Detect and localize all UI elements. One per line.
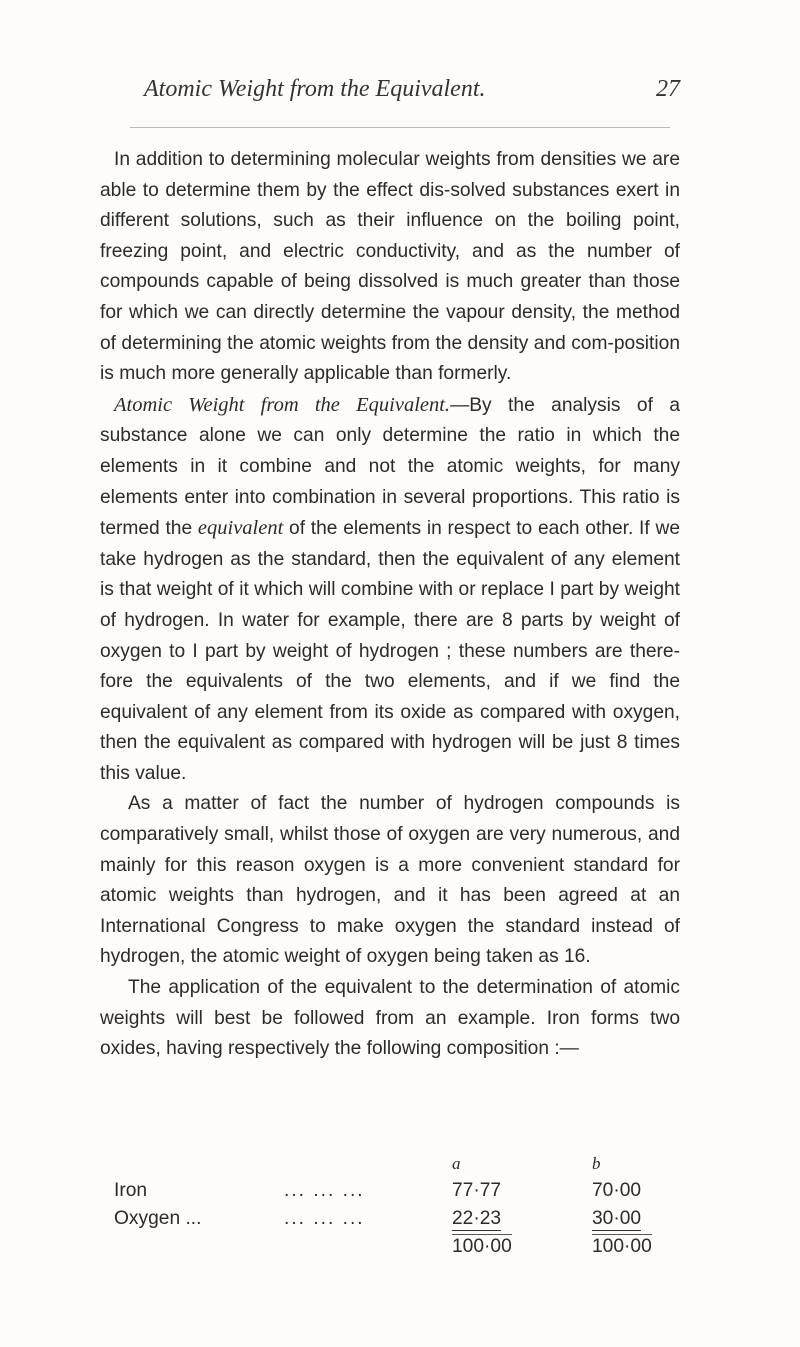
composition-table bbox=[100, 1146, 692, 1258]
table-row bbox=[100, 1202, 692, 1230]
value-a: 22·23 bbox=[452, 1208, 502, 1229]
body-text bbox=[100, 145, 680, 1065]
column-b-header: b bbox=[592, 1154, 601, 1173]
row-label: Iron bbox=[114, 1180, 148, 1201]
column-a-header: a bbox=[452, 1154, 461, 1173]
header-rule bbox=[130, 127, 670, 128]
paragraph-4: The application of the equivalent to the determination of atomic weights will best be followed from an example. Iron forms two oxides, having respectively the following composition :— bbox=[100, 977, 680, 1060]
paragraph-2-text-a: —By the analysis of a substance alone we can only determine the ratio in which the elements in it combine and not the atomic weights, for many elements enter into combination in several proportions. This ratio is termed the bbox=[100, 394, 680, 540]
running-title: Atomic Weight from the Equivalent. bbox=[144, 76, 486, 102]
row-label: Oxygen ... bbox=[114, 1208, 202, 1229]
total-row bbox=[100, 1230, 692, 1258]
value-b: 30·00 bbox=[592, 1208, 642, 1229]
running-header bbox=[130, 76, 680, 106]
column-header-row bbox=[100, 1146, 692, 1174]
paragraph-2 bbox=[100, 390, 680, 790]
leader-dots: ... ... ... bbox=[284, 1208, 365, 1229]
leader-dots: ... ... ... bbox=[284, 1180, 365, 1201]
value-b: 70·00 bbox=[592, 1180, 642, 1201]
total-b: 100·00 bbox=[592, 1236, 652, 1257]
total-a: 100·00 bbox=[452, 1236, 512, 1257]
term-equivalent: equivalent bbox=[197, 517, 284, 540]
paragraph-2-text-b: of the elements in respect to each other. If we take hydrogen as the standard, then the equivalent of any element is that weight of it which will combine with or replace I part by weight of hydrogen. In water for example, there are 8 parts by weight of oxygen to I part by weight of hydrogen ; these numbers are there-fore the equivalents of the two elements, and if we find the equivalent of any element from its oxide as compared with oxygen, then the equivalent as compared with hydrogen will be just 8 times this value. bbox=[100, 518, 681, 784]
table-row bbox=[100, 1174, 692, 1202]
value-a: 77·77 bbox=[452, 1180, 502, 1201]
paragraph-1: In addition to determining molecular weights from densities we are able to determine them by the effect dis-solved substances exert in different solutions, such as their influence on the boiling point, freezing point, and electric conductivity, and as the number of compounds capable of being dissolved is much greater than those for which we can directly determine the vapour density, the method of determining the atomic weights from the density and com-position is much more generally applicable than formerly. bbox=[100, 149, 680, 385]
paragraph-3: As a matter of fact the number of hydrogen compounds is comparatively small, whilst those of oxygen are very numerous, and mainly for this reason oxygen is a more convenient standard for atomic weights than hydrogen, and it has been agreed at an International Congress to make oxygen the standard instead of hydrogen, the atomic weight of oxygen being taken as 16. bbox=[100, 793, 680, 968]
page-number: 27 bbox=[656, 76, 680, 102]
section-heading: Atomic Weight from the Equivalent. bbox=[114, 393, 451, 416]
